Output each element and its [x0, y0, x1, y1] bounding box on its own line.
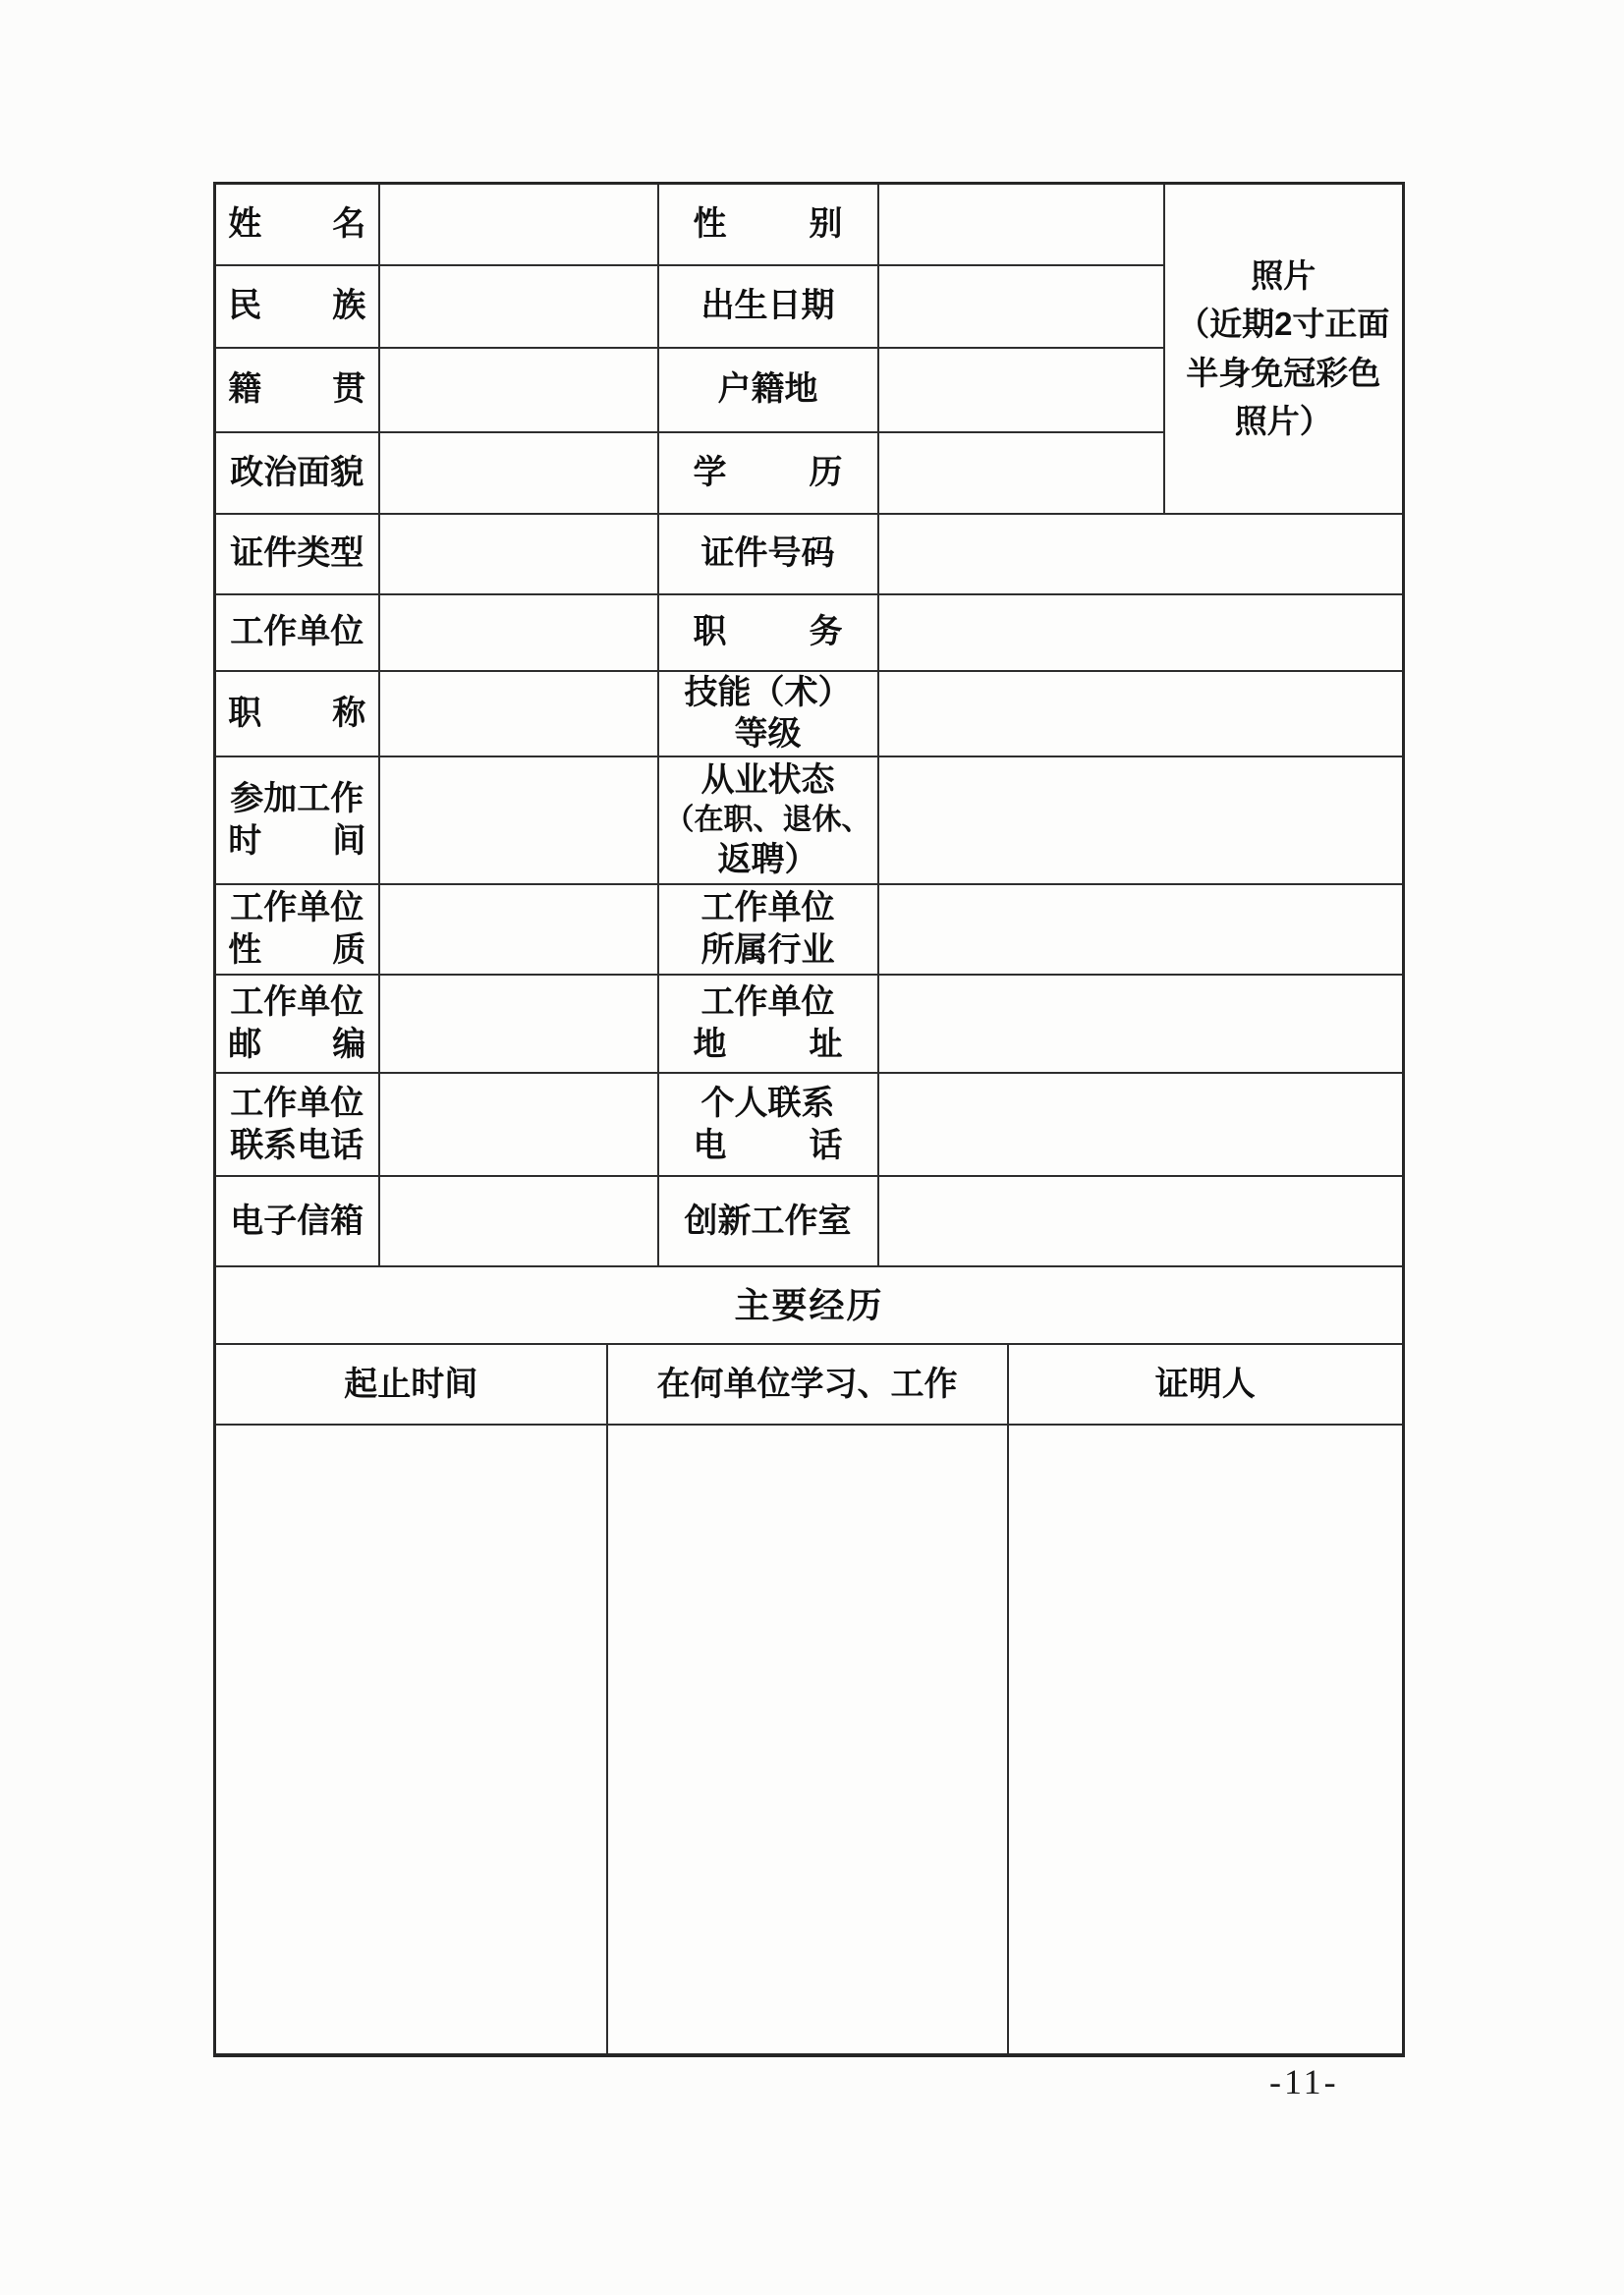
- row-main-experience-title: [215, 1266, 1404, 1344]
- work-start-time-label-text: 时间: [228, 822, 366, 861]
- employer-address-label-text: 地址: [693, 1026, 843, 1064]
- education-label-text: 学历: [693, 453, 843, 491]
- col-header-institution-text: 在何单位学习、工作: [656, 1365, 958, 1403]
- experience-date-range-cell: [215, 1425, 607, 2055]
- personal-phone-value-cell: [878, 1073, 1404, 1176]
- col-header-reference-text: 证明人: [1154, 1365, 1256, 1403]
- employer-label: [215, 594, 379, 671]
- ethnicity-value-cell: [379, 265, 658, 348]
- birth-date-value-cell: [878, 265, 1164, 348]
- photo-note-line: （近期2寸正面: [1177, 306, 1390, 343]
- work-start-time-value-cell: [379, 756, 658, 884]
- birth-date-label: [658, 265, 878, 348]
- native-place-value-cell: [379, 348, 658, 432]
- row-experience-entry: [215, 1425, 1404, 2055]
- ethnicity-label-text: 民族: [228, 287, 366, 325]
- employer-postcode-label-text: 工作单位: [230, 983, 364, 1022]
- row-email-innovationstudio: [215, 1176, 1404, 1266]
- id-number-label-text: 证件号码: [700, 534, 835, 573]
- employment-status-label-text: 返聘）: [717, 841, 818, 879]
- skill-level-label: [658, 671, 878, 757]
- photo-note-line: 照片: [1251, 256, 1316, 294]
- skill-level-label-text: 等级: [734, 715, 802, 754]
- page-number: -11-: [1269, 2062, 1339, 2101]
- work-start-time-label-text: 参加工作: [230, 780, 364, 818]
- personnel-info-form-table: [213, 182, 1405, 2057]
- education-value-cell: [878, 432, 1164, 514]
- native-place-label: [215, 348, 379, 432]
- skill-level-label-text: 技能（术）: [684, 673, 852, 711]
- row-postcode-address: [215, 975, 1404, 1073]
- political-status-label: [215, 432, 379, 514]
- employer-type-label-text: 工作单位: [230, 889, 364, 927]
- employment-status-label-text: （在职、退休、: [664, 804, 871, 837]
- id-type-label-text: 证件类型: [230, 534, 364, 573]
- id-type-label: [215, 514, 379, 594]
- employer-phone-value-cell: [379, 1073, 658, 1176]
- employer-postcode-label-text: 邮编: [228, 1026, 366, 1064]
- email-value-cell: [379, 1176, 658, 1266]
- employment-status-label-text: 从业状态: [700, 761, 835, 800]
- education-label: [658, 432, 878, 514]
- personal-phone-label-text: 个人联系: [700, 1084, 835, 1122]
- row-employertype-industry: [215, 884, 1404, 975]
- row-workstart-employmentstatus: [215, 756, 1404, 884]
- political-status-value-cell: [379, 432, 658, 514]
- household-registration-value-cell: [878, 348, 1164, 432]
- photo-note-line: 半身免冠彩色: [1186, 354, 1381, 391]
- col-header-date-range-text: 起止时间: [344, 1365, 478, 1403]
- email-label-text: 电子信箱: [230, 1202, 364, 1240]
- id-number-label: [658, 514, 878, 594]
- employer-phone-label-text: 工作单位: [230, 1084, 364, 1122]
- household-registration-label-text: 户籍地: [717, 370, 818, 409]
- employer-type-label-text: 性质: [228, 931, 366, 970]
- section-title-main-experience: [215, 1266, 1404, 1344]
- position-label-text: 职务: [693, 613, 843, 651]
- row-name-gender: [215, 184, 1404, 265]
- section-title-text: 主要经历: [734, 1284, 884, 1325]
- experience-reference-cell: [1008, 1425, 1404, 2055]
- employment-status-value-cell: [878, 756, 1404, 884]
- work-start-time-label: [215, 756, 379, 884]
- employer-type-label: [215, 884, 379, 975]
- household-registration-label: [658, 348, 878, 432]
- experience-institution-cell: [607, 1425, 1008, 2055]
- row-experience-headers: [215, 1344, 1404, 1425]
- employer-value-cell: [379, 594, 658, 671]
- employer-label-text: 工作单位: [230, 613, 364, 651]
- professional-title-label: [215, 671, 379, 757]
- name-label-text: 姓名: [228, 204, 366, 243]
- employer-address-label-text: 工作单位: [700, 983, 835, 1022]
- employer-industry-label: [658, 884, 878, 975]
- employment-status-label: [658, 756, 878, 884]
- employer-phone-label-text: 联系电话: [230, 1126, 364, 1164]
- col-header-institution: [607, 1344, 1008, 1425]
- position-label: [658, 594, 878, 671]
- innovation-studio-label-text: 创新工作室: [684, 1202, 852, 1240]
- employer-postcode-value-cell: [379, 975, 658, 1073]
- name-label: [215, 184, 379, 265]
- innovation-studio-value-cell: [878, 1176, 1404, 1266]
- gender-label-text: 性别: [693, 204, 843, 243]
- photo-note-line: 照片）: [1234, 403, 1332, 440]
- employer-address-value-cell: [878, 975, 1404, 1073]
- name-value-cell: [379, 184, 658, 265]
- id-type-value-cell: [379, 514, 658, 594]
- row-idtype-idnumber: [215, 514, 1404, 594]
- employer-industry-label-text: 所属行业: [700, 931, 835, 970]
- professional-title-value-cell: [379, 671, 658, 757]
- gender-label: [658, 184, 878, 265]
- birth-date-label-text: 出生日期: [700, 287, 835, 325]
- innovation-studio-label: [658, 1176, 878, 1266]
- row-title-skilllevel: [215, 671, 1404, 757]
- col-header-date-range: [215, 1344, 607, 1425]
- professional-title-label-text: 职称: [228, 694, 366, 732]
- skill-level-value-cell: [878, 671, 1404, 757]
- employer-address-label: [658, 975, 878, 1073]
- native-place-label-text: 籍贯: [228, 370, 366, 409]
- row-employer-position: [215, 594, 1404, 671]
- id-number-value-cell: [878, 514, 1404, 594]
- political-status-label-text: 政治面貌: [230, 453, 364, 491]
- ethnicity-label: [215, 265, 379, 348]
- employer-industry-value-cell: [878, 884, 1404, 975]
- row-workphone-personalphone: [215, 1073, 1404, 1176]
- email-label: [215, 1176, 379, 1266]
- position-value-cell: [878, 594, 1404, 671]
- personal-phone-label-text: 电话: [693, 1126, 843, 1164]
- personal-phone-label: [658, 1073, 878, 1176]
- employer-industry-label-text: 工作单位: [700, 889, 835, 927]
- gender-value-cell: [878, 184, 1164, 265]
- employer-phone-label: [215, 1073, 379, 1176]
- col-header-reference: [1008, 1344, 1404, 1425]
- employer-postcode-label: [215, 975, 379, 1073]
- photo-placeholder-cell: [1164, 184, 1404, 514]
- employer-type-value-cell: [379, 884, 658, 975]
